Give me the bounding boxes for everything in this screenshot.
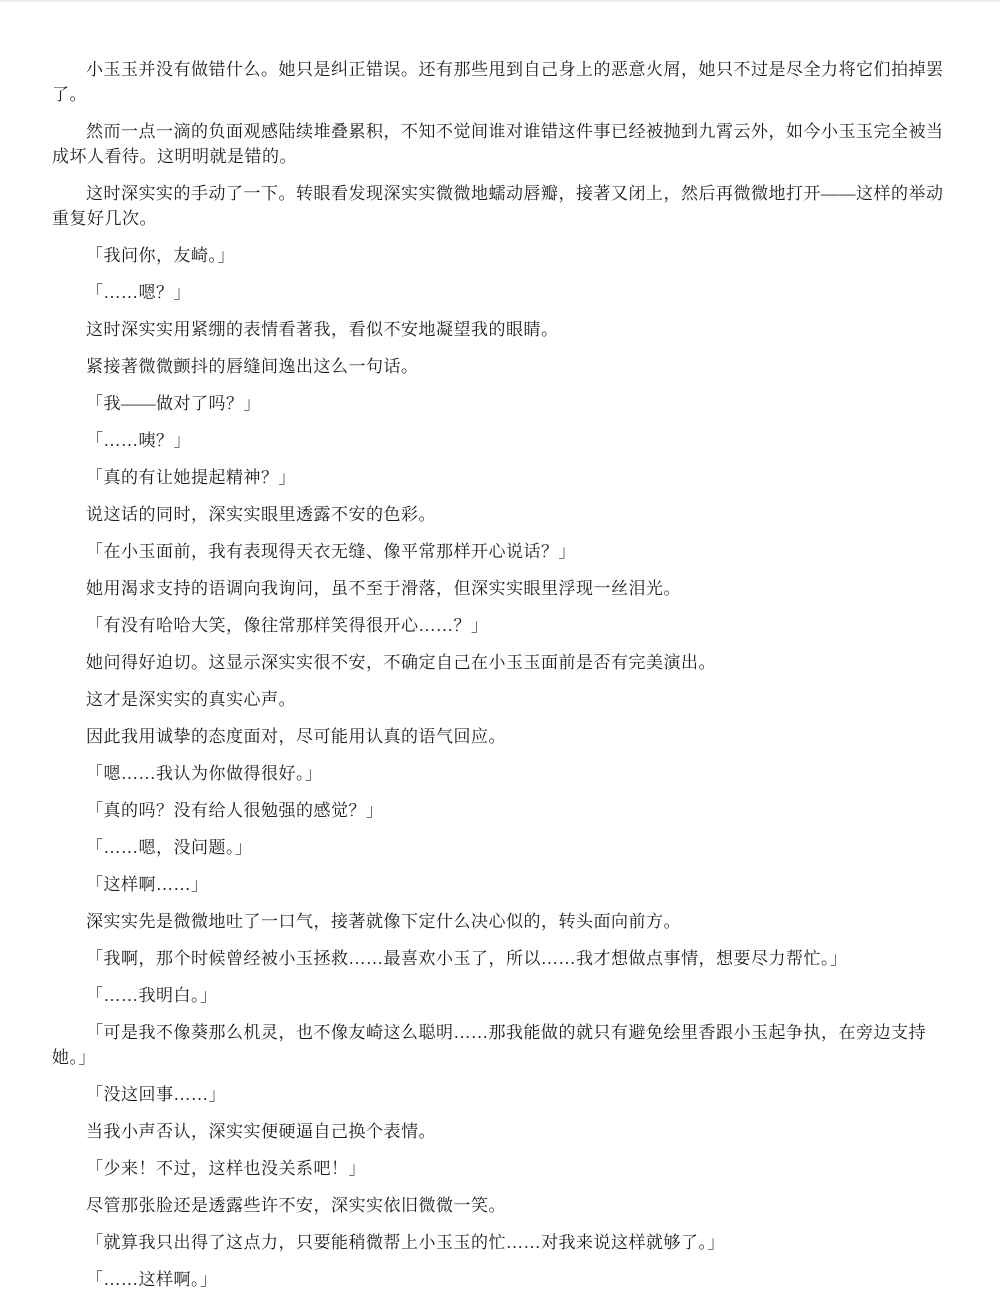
dialogue-paragraph: 「这样啊……」	[86, 875, 209, 894]
narrative-paragraph: 这才是深实实的真实心声。	[86, 690, 296, 709]
dialogue-paragraph: 「……咦？」	[86, 431, 191, 450]
narrative-paragraph: 小玉玉并没有做错什么。她只是纠正错误。还有那些甩到自己身上的恶意火屑，她只不过是尽全力将它们拍掉罢了。	[52, 60, 944, 104]
narrative-paragraph: 她问得好迫切。这显示深实实很不安，不确定自己在小玉玉面前是否有完美演出。	[86, 653, 716, 672]
dialogue-paragraph: 「没这回事……」	[86, 1085, 226, 1104]
narrative-paragraph: 说这话的同时，深实实眼里透露不安的色彩。	[86, 505, 436, 524]
dialogue-paragraph: 「在小玉面前，我有表现得天衣无缝、像平常那样开心说话？」	[86, 542, 576, 561]
dialogue-paragraph: 「……嗯，没问题。」	[86, 838, 253, 857]
dialogue-paragraph: 「真的吗？没有给人很勉强的感觉？」	[86, 801, 384, 820]
narrative-paragraph: 紧接著微微颤抖的唇缝间逸出这么一句话。	[86, 357, 419, 376]
narrative-paragraph: 因此我用诚挚的态度面对，尽可能用认真的语气回应。	[86, 727, 506, 746]
dialogue-paragraph: 「可是我不像葵那么机灵，也不像友崎这么聪明……那我能做的就只有避免绘里香跟小玉起争执，在旁边支持她。」	[52, 1023, 926, 1067]
narrative-paragraph: 她用渴求支持的语调向我询问，虽不至于滑落，但深实实眼里浮现一丝泪光。	[86, 579, 681, 598]
narrative-paragraph: 深实实先是微微地吐了一口气，接著就像下定什么决心似的，转头面向前方。	[86, 912, 681, 931]
dialogue-paragraph: 「真的有让她提起精神？」	[86, 468, 296, 487]
dialogue-paragraph: 「就算我只出得了这点力，只要能稍微帮上小玉玉的忙……对我来说这样就够了。」	[86, 1233, 725, 1252]
dialogue-paragraph: 「少来！不过，这样也没关系吧！」	[86, 1159, 366, 1178]
dialogue-paragraph: 「……这样啊。」	[86, 1270, 218, 1289]
dialogue-paragraph: 「有没有哈哈大笑，像往常那样笑得很开心……？」	[86, 616, 489, 635]
narrative-paragraph: 尽管那张脸还是透露些许不安，深实实依旧微微一笑。	[86, 1196, 506, 1215]
dialogue-paragraph: 「嗯……我认为你做得很好。」	[86, 764, 323, 783]
narrative-paragraph: 这时深实实用紧绷的表情看著我，看似不安地凝望我的眼睛。	[86, 320, 559, 339]
dialogue-paragraph: 「……嗯？」	[86, 283, 191, 302]
dialogue-paragraph: 「我问你，友崎。」	[86, 246, 235, 265]
dialogue-paragraph: 「我——做对了吗？」	[86, 394, 261, 413]
dialogue-paragraph: 「……我明白。」	[86, 986, 218, 1005]
narrative-paragraph: 当我小声否认，深实实便硬逼自己换个表情。	[86, 1122, 436, 1141]
narrative-paragraph: 这时深实实的手动了一下。转眼看发现深实实微微地蠕动唇瓣，接著又闭上，然后再微微地打开——这样的举动重复好几次。	[52, 184, 944, 228]
narrative-paragraph: 然而一点一滴的负面观感陆续堆叠累积，不知不觉间谁对谁错这件事已经被抛到九霄云外，如今小玉玉完全被当成坏人看待。这明明就是错的。	[52, 122, 944, 166]
dialogue-paragraph: 「我啊，那个时候曾经被小玉拯救……最喜欢小玉了，所以……我才想做点事情，想要尽力帮忙。」	[86, 949, 848, 968]
